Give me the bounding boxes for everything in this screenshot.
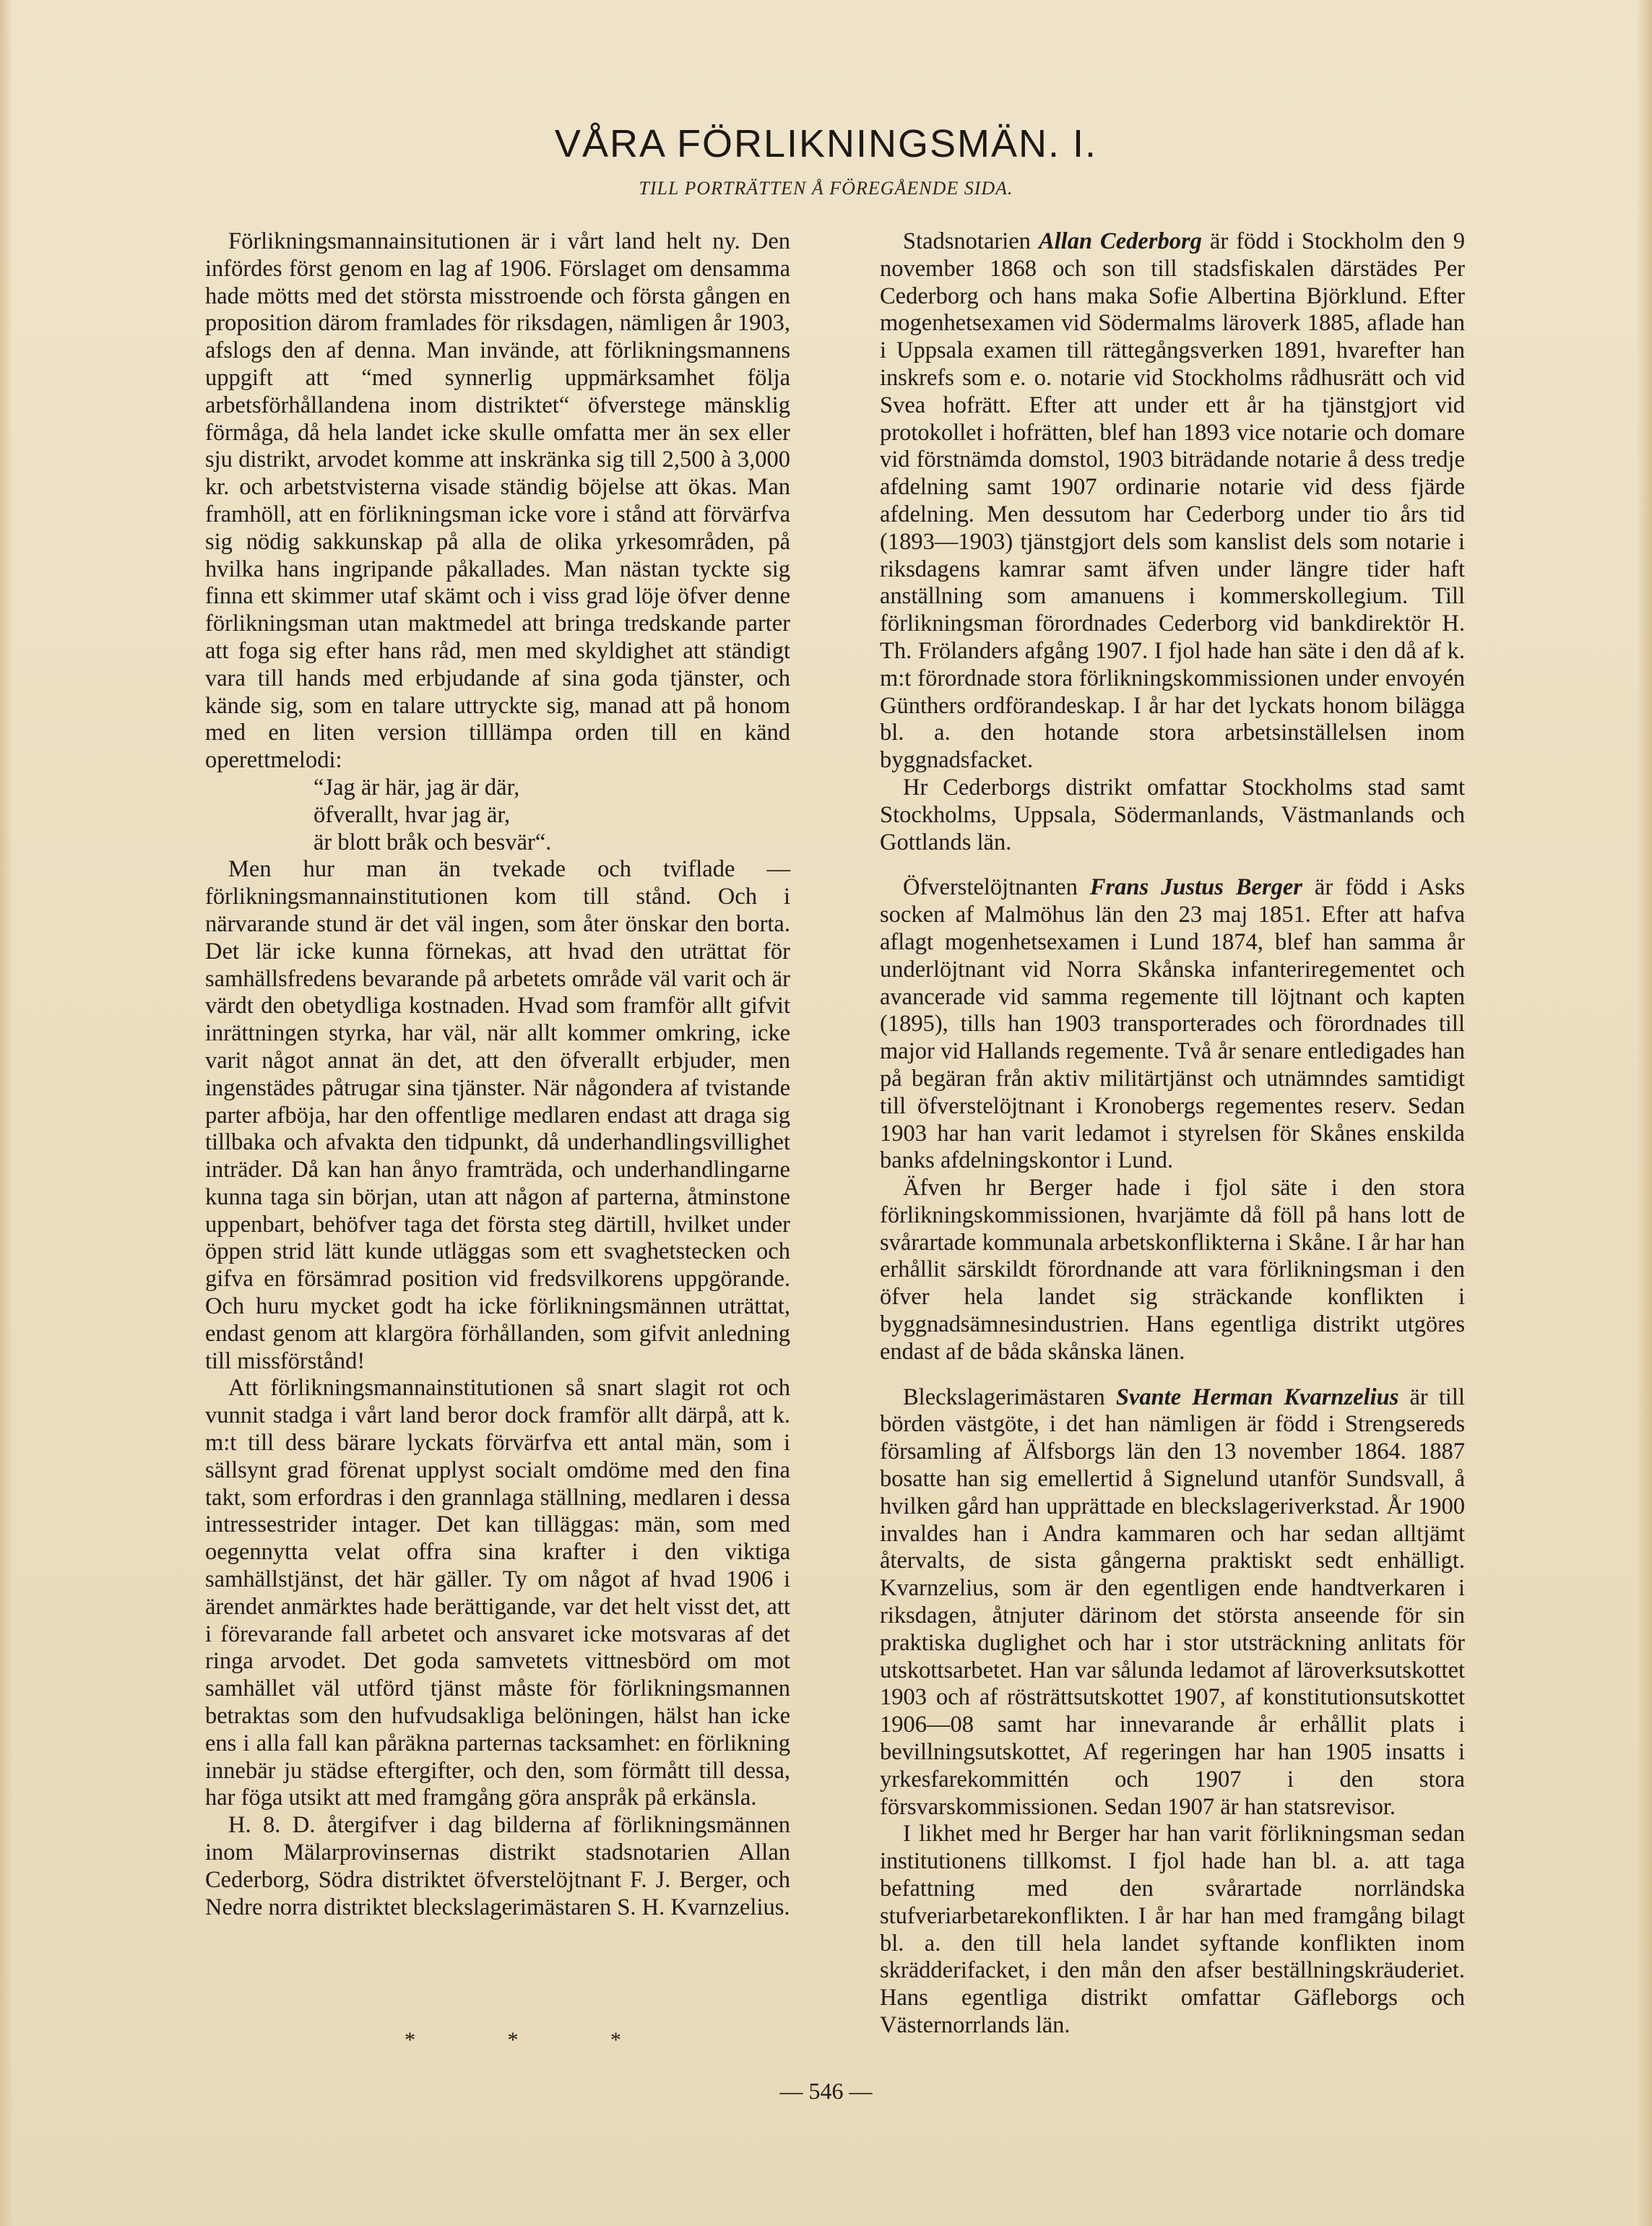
page-edge-left (0, 0, 13, 2226)
operetta-verse (205, 775, 790, 856)
star-2: * (507, 2028, 519, 2052)
bio-berger (880, 874, 1465, 1175)
page-number: — 546 — (779, 2078, 873, 2104)
bio-berger-district: Äfven hr Berger hade i fjol säte i den stora förlikningskommissionen, hvarjämte då föll på hans lott de svårartade kommunala arbetskonflikterna i Skåne. I år har han erhållit särskildt förordnande att vara förlikningsman i den öfver hela landet sig sträckande konflikten i byggnadsämnesindustrien. Hans egentliga distrikt utgöres endast af de båda skånska länen. (880, 1175, 1465, 1365)
star-1: * (405, 2028, 415, 2052)
bio-berger-text: är född i Asks socken af Malmöhus län den 23 maj 1851. Efter att hafva aflagt mogenhetsexamen i Lund 1874, blef han samma år underlöjtnant vid Norra Skånska infanteriregementet och avancerade vid samma regemente till löjtnant och kapten (1895), tills han 1903 transporterades och förordnades till major vid Hallands regemente. Två år senare entledigades han på begäran från aktiv militärtjänst och utnämndes samtidigt till öfverstelöjtnant i Kronobergs regementes reserv. Sedan 1903 har han varit ledamot i styrelsen för Skånes enskilda banks afdelningskontor i Lund. (880, 874, 1465, 1174)
right-column (880, 228, 1465, 2040)
section-divider-stars (405, 2028, 621, 2053)
left-paragraph-1: Förlikningsmannainsitutionen är i vårt land helt ny. Den infördes först genom en lag af 1906. Förslaget om densamma hade mötts med det största misstroende och första gången en proposition därom framlades för riksdagen, nämligen år 1903, afslogs den af denna. Man invände, att förlikningsmannens uppgift att “med synnerlig uppmärksamhet följa arbetsförhållandena inom distriktet“ öfverstege mänsklig förmåga, då hela landet icke skulle omfatta mer än sex eller sju distrikt, arvodet komme att inskränka sig till 2,500 à 3,000 kr. och arbetstvisterna visade ständig böjelse att ökas. Man framhöll, att en förlikningsman icke vore i stånd att förvärfva sig nödig sakkunskap på alla de olika yrkesområden, på hvilka hans ingripande påkallades. Man nästan tyckte sig finna ett skimmer utaf skämt och i viss grad löje öfver denne förlikningsman utan maktmedel att bringa tredskande parter att foga sig efter hans råd, men med skyldighet att ständigt vara till hands med erbjudande af sina goda tjänster, och kände sig, som en talare uttryckte sig, manad att på honom med en liten version tilllämpa orden till en känd operettmelodi: (205, 228, 790, 774)
name-kvarnzelius: Svante Herman Kvarnzelius (1115, 1384, 1399, 1410)
bio-kvarnzelius-district: I likhet med hr Berger har han varit förlikningsman sedan institutionens tillkomst. I fjol hade han bl. a. att taga befattning med den svårartade norrländska stufveriarbetarekonflikten. I år har han med framgång bilagt bl. a. den till hela landet syftande konflikten inom skrädderifacket, i den mån den afser beställningskräuderiet. Hans egentliga distrikt omfattar Gäfleborgs och Västernorrlands län. (880, 1821, 1465, 2038)
bio-kvarnzelius (880, 1384, 1465, 1821)
bio-cederborg-text: är född i Stockholm den 9 november 1868 och son till stadsfiskalen därstädes Per Cederborg och hans maka Sofie Albertina Björklund. Efter mogenhetsexamen vid Södermalms läroverk 1885, aflade han i Uppsala examen till rättegångsverken 1891, hvarefter han inskrefs som e. o. notarie vid Stockholms rådhusrätt och vid Svea hofrätt. Efter att under ett år ha tjänstgjort vid protokollet i hofrätten, blef han 1893 vice notarie och domare vid förstnämda domstol, 1903 biträdande notarie å dess tredje afdelning samt 1907 ordinarie notarie vid dess fjärde afdelning. Men dessutom har Cederborg under tio års tid (1893—1903) tjänstgjort dels som kanslist dels som notarie i riksdagens kamrar samt äfven under längre tider haft anställning som amanuens i kommerskollegium. Till förlikningsman förordnades Cederborg vid bankdirektör H. Th. Frölanders afgång 1907. I fjol hade han säte i den då af k. m:t förordnade stora förlikningskommissionen under envoyén Günthers ordförandeskap. I år har det lyckats honom bilägga bl. a. den hotande stora arbetsinställelsen inom byggnadsfacket. (880, 228, 1465, 774)
left-paragraph-2: Men hur man än tvekade och tviflade — förlikningsmannainstitutionen kom till stånd. Och i närvarande stund är det väl ingen, som åter önskar den borta. Det lär icke kunna förnekas, att hvad den uträttat för samhällsfredens bevarande på arbetets område väl varit och är värdt den obetydliga kostnaden. Hvad som framför allt gifvit inrättningen styrka, har väl, när allt kommer omkring, icke varit något annat än det, att den öfverallt erbjuder, men ingenstädes påtrugar sina tjänster. När någondera af tvistande parter afböja, har den offentlige medlaren endast att draga sig tillbaka och afvakta den tidpunkt, då underhandlingsvillighet inträder. Då kan han ånyo framträda, och underhandlingarne kunna taga sin början, utan att någon af parterna, åtminstone uppenbart, behöfver taga det första steg därtill, hvilket under öppen strid lätt kunde utläggas som ett svaghetstecken och gifva en försämrad position vid fredsvilkorens uppgörande. Och huru mycket godt ha icke förlikningsmännen uträttat, endast genom att klargöra förhållanden, som gifvit anledning till missförstånd! (205, 856, 790, 1374)
bio-kvarnzelius-text: är till börden västgöte, i det han nämligen är född i Strengsereds församling af Älfsborgs län den 13 november 1864. 1887 bosatte han sig emellertid å Signelund utanför Sundsvall, å hvilken gård han upprättade en bleckslageriverkstad. År 1900 invaldes han i Andra kammaren och har sedan alltjämt återvalts, de sista gångerna praktiskt sedt enhälligt. Kvarnzelius, som är den egentligen ende handtverkaren i riksdagen, åtnjuter därinom det största anseende för sin praktiska duglighet och har i stor utsträckning anlitats för utskottsarbetet. Han var sålunda ledamot af läroverksutskottet 1903 och af rösträttsutskottet 1907, af konstitutionsutskottet 1906—08 samt har innevarande år erhållit plats i bevillningsutskottet, Af regeringen har han 1905 insatts i yrkesfarekommittén och 1907 i den stora försvarskommissionen. Sedan 1907 är han statsrevisor. (880, 1384, 1465, 1820)
left-column (205, 228, 790, 1921)
name-berger: Frans Justus Berger (1089, 874, 1302, 901)
article-title: VÅRA FÖRLIKNINGSMÄN. I. (554, 122, 1098, 165)
left-paragraph-3: Att förlikningsmannainstitutionen så snart slagit rot och vunnit stadga i vårt land beror dock framför allt därpå, att k. m:t till dess bärare lyckats förvärfva ett antal män, som i sällsynt grad förenat upplyst socialt omdöme med den fina takt, som erfordras i den grannlaga ställning, medlaren i dessa intressestrider intager. Det kan tilläggas: män, som med oegennytta velat offra sina krafter i den viktiga samhällstjänst, det här gäller. Ty om något af hvad 1906 i ärendet anmärktes hade berättigande, var det helt visst det, att i förevarande fall arbetet och ansvaret icke motsvaras af det ringa arvodet. Det goda samvetets vittnesbörd om mot samhället väl utförd tjänst måste för förlikningsmannen betraktas som den hufvudsakliga belöningen, hälst han icke ens i alla fall kan påräkna parternas tacksamhet: en förlikning innebär ju städse eftergifter, och den, som förmått till dessa, har föga utsikt att med framgång göra anspråk på erkänsla. (205, 1375, 790, 1811)
bio-berger-intro: Öfverstelöjtnanten (903, 874, 1090, 901)
bio-cederborg-intro: Stadsnotarien (903, 228, 1039, 254)
verse-line-3: är blott bråk och besvär“. (313, 829, 552, 855)
page-edge-right (1636, 0, 1652, 2226)
bio-cederborg (880, 228, 1465, 775)
bio-kvarnzelius-intro: Bleckslagerimästaren (903, 1384, 1116, 1410)
verse-line-1: “Jag är här, jag är där, (313, 774, 520, 801)
verse-line-2: öfverallt, hvar jag är, (313, 801, 511, 828)
article-subtitle: TILL PORTRÄTTEN Å FÖREGÅENDE SIDA. (639, 178, 1013, 199)
left-paragraph-4: H. 8. D. återgifver i dag bilderna af förlikningsmännen inom Mälarprovinsernas distrikt stadsnotarien Allan Cederborg, Södra distriktet öfverstelöjtnant F. J. Berger, och Nedre norra distriktet bleckslagerimästaren S. H. Kvarnzelius. (205, 1812, 790, 1920)
bio-cederborg-district: Hr Cederborgs distrikt omfattar Stockholms stad samt Stockholms, Uppsala, Södermanlands, Västmanlands och Gottlands län. (880, 774, 1465, 855)
name-cederborg: Allan Cederborg (1038, 228, 1202, 254)
star-3: * (610, 2028, 621, 2052)
